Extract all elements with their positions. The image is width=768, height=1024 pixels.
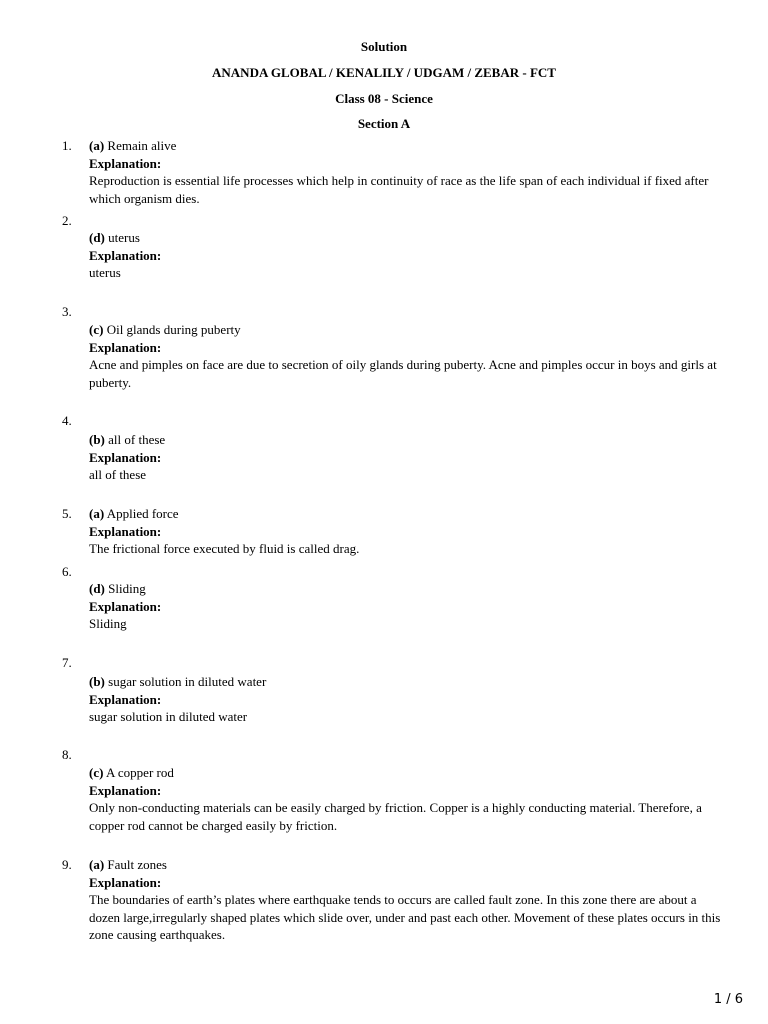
answer-line	[89, 856, 729, 874]
explanation-text: all of these	[89, 467, 147, 482]
question-number: 6.	[62, 564, 72, 579]
question-number: 8.	[62, 747, 72, 762]
explanation-text: Sliding	[89, 616, 127, 631]
answer-text: Oil glands during puberty	[106, 322, 241, 337]
explanation-text: sugar solution in diluted water	[89, 709, 248, 724]
explanation-text: Reproduction is essential life processes which help in continuity of race as the life span of each individual if fixed after which organism dies.	[89, 173, 709, 206]
page-title: Solution	[360, 39, 408, 54]
question-number: 3.	[62, 304, 72, 319]
answer-option: (d)	[89, 581, 105, 596]
explanation-label: Explanation:	[89, 691, 162, 707]
question-number: 9.	[62, 857, 72, 872]
section-title: Section A	[357, 116, 411, 131]
explanation-text: uterus	[89, 265, 121, 280]
answer-text: Remain alive	[107, 138, 177, 153]
answer-option: (a)	[89, 138, 105, 153]
answer-text: Fault zones	[107, 857, 167, 872]
answer-option: (c)	[89, 765, 104, 780]
answer-option: (b)	[89, 432, 105, 447]
answer-line	[89, 580, 729, 598]
answer-line	[89, 764, 729, 782]
question-number: 7.	[62, 655, 72, 670]
answer-line	[89, 321, 729, 339]
explanation-label: Explanation:	[89, 782, 162, 798]
explanation-label: Explanation:	[89, 523, 162, 539]
school-name: ANANDA GLOBAL / KENALILY / UDGAM / ZEBAR - FCT	[212, 65, 556, 80]
question-number: 5.	[62, 506, 72, 521]
explanation-label: Explanation:	[89, 449, 162, 465]
answer-text: uterus	[108, 230, 140, 245]
explanation-label: Explanation:	[89, 339, 162, 355]
answer-line	[89, 505, 729, 523]
answer-text: Sliding	[108, 581, 146, 596]
answer-option: (b)	[89, 674, 105, 689]
answer-line	[89, 673, 729, 691]
class-subject: Class 08 - Science	[335, 91, 433, 106]
answer-line	[89, 431, 729, 449]
answer-option: (a)	[89, 857, 105, 872]
answer-text: Applied force	[106, 506, 179, 521]
explanation-text: Only non-conducting materials can be easily charged by friction. Copper is a highly conducting material. Therefore, a copper rod cannot be charged easily by friction.	[89, 800, 702, 833]
explanation-text: Acne and pimples on face are due to secretion of oily glands during puberty. Acne and pimples occur in boys and girls at puberty.	[89, 357, 717, 390]
answer-text: A copper rod	[105, 765, 174, 780]
page-number: 1 / 6	[713, 992, 743, 1007]
explanation-label: Explanation:	[89, 155, 162, 171]
explanation-text: The boundaries of earth’s plates where earthquake tends to occurs are called fault zone. In this zone there are about a dozen large,irregularly shaped plates which slide over, under and past each other. Movement of these plates occurs in this zone causing earthquakes.	[89, 892, 721, 942]
answer-text: sugar solution in diluted water	[108, 674, 267, 689]
question-number: 4.	[62, 413, 72, 428]
explanation-label: Explanation:	[89, 247, 162, 263]
answer-line	[89, 229, 729, 247]
explanation-label: Explanation:	[89, 874, 162, 890]
explanation-label: Explanation:	[89, 598, 162, 614]
answer-line	[89, 137, 729, 155]
question-number: 2.	[62, 213, 72, 228]
question-number: 1.	[62, 138, 72, 153]
explanation-text: The frictional force executed by fluid is called drag.	[89, 541, 360, 556]
answer-option: (d)	[89, 230, 105, 245]
answer-option: (a)	[89, 506, 105, 521]
answer-option: (c)	[89, 322, 104, 337]
answer-text: all of these	[108, 432, 166, 447]
